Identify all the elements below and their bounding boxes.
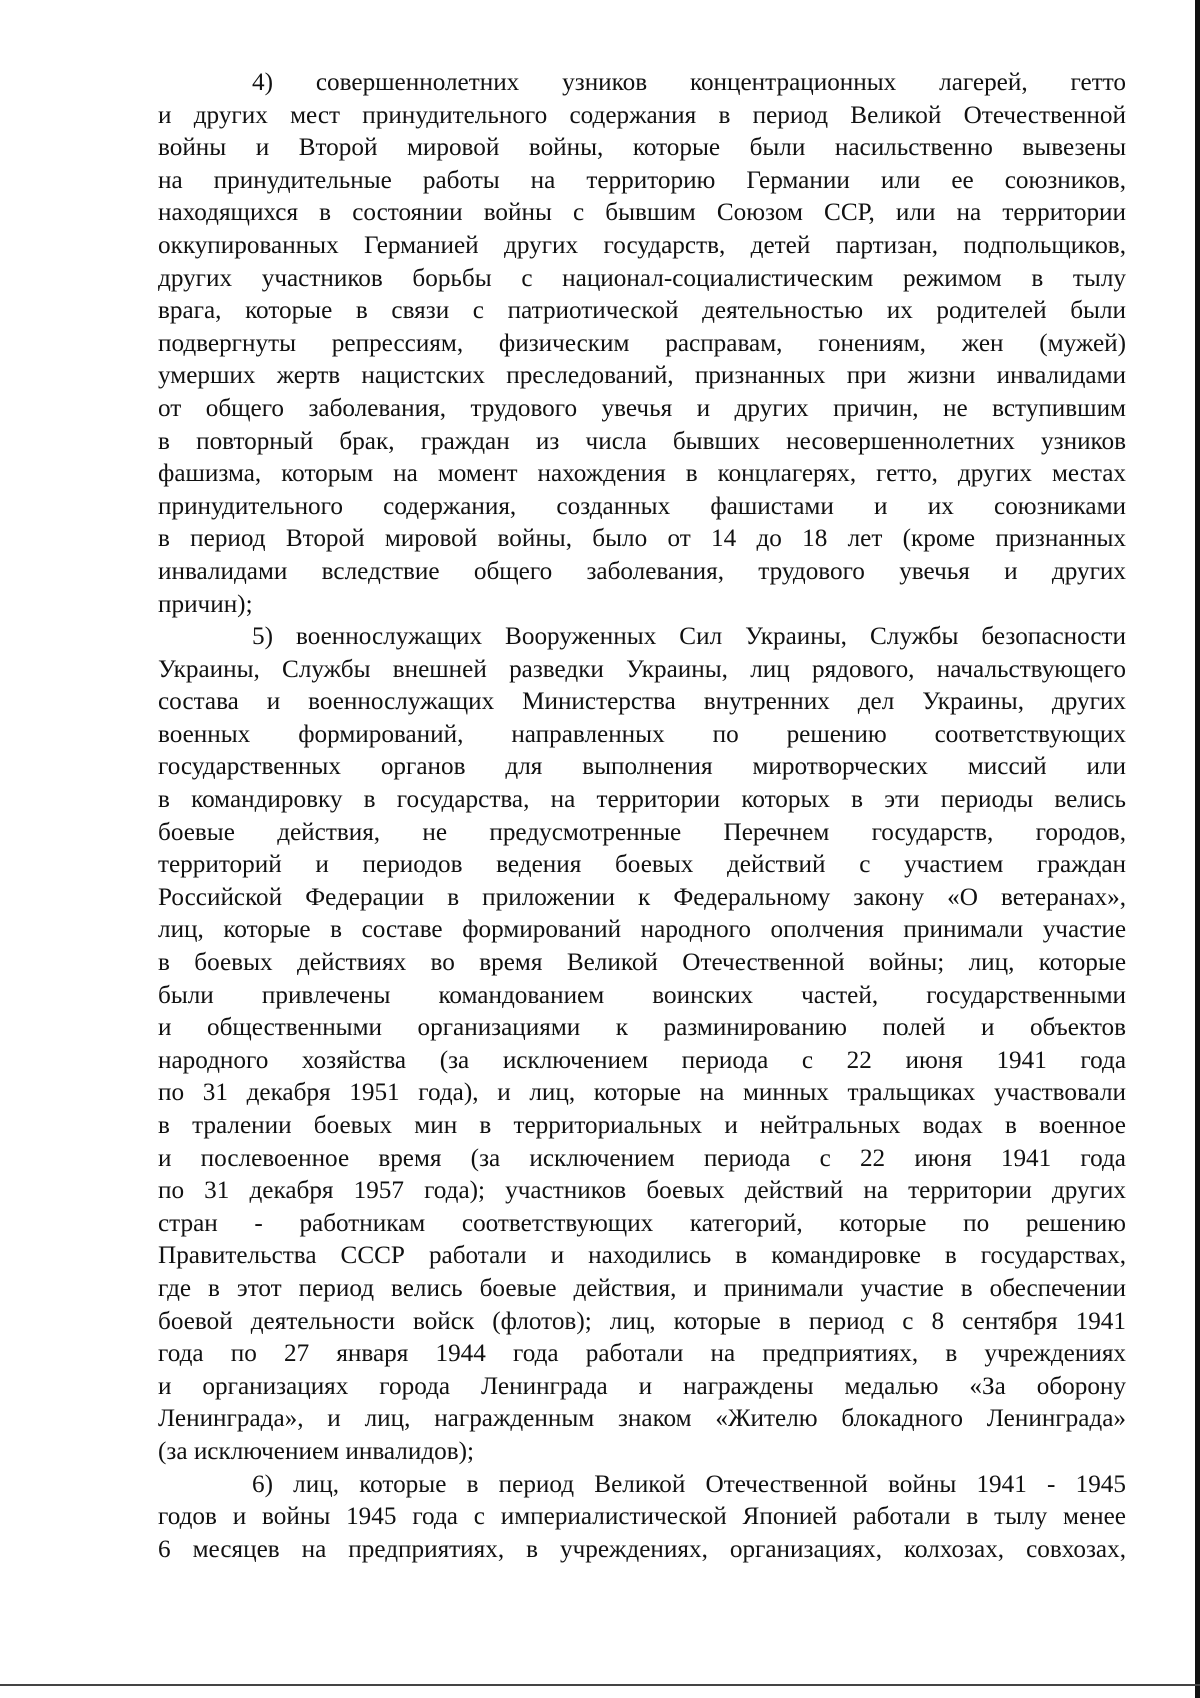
text-line: причин); — [158, 590, 253, 618]
text-line: и организациях города Ленинграда и награждены медалью «За оборону — [158, 1372, 1126, 1400]
text-line: других участников борьбы с национал-социалистическим режимом в тылу — [158, 264, 1126, 292]
text-line: стран - работникам соответствующих категорий, которые по решению — [158, 1209, 1126, 1237]
text-line: оккупированных Германией других государств, детей партизан, подпольщиков, — [158, 231, 1126, 259]
text-line: 5) военнослужащих Вооруженных Сил Украины, Службы безопасности — [252, 623, 1126, 651]
text-line: на принудительные работы на территорию Германии или ее союзников, — [158, 166, 1126, 194]
text-line: 4) совершеннолетних узников концентрационных лагерей, гетто — [252, 69, 1126, 96]
text-line: (за исключением инвалидов); — [158, 1437, 475, 1465]
text-line: Ленинграда», и лиц, награжденным знаком «Жителю блокадного Ленинграда» — [158, 1405, 1126, 1433]
text-line: Украины, Службы внешней разведки Украины, лиц рядового, начальствующего — [158, 655, 1126, 683]
text-line: 6 месяцев на предприятиях, в учреждениях, организациях, колхозах, совхозах, — [158, 1535, 1126, 1563]
text-line: лиц, которые в составе формирований народного ополчения принимали участие — [158, 916, 1126, 944]
text-line: народного хозяйства (за исключением периода с 22 июня 1941 года — [158, 1046, 1126, 1074]
text-line: военных формирований, направленных по решению соответствующих — [158, 720, 1126, 748]
text-line: были привлечены командованием воинских частей, государственными — [158, 981, 1126, 1009]
text-line: инвалидами вследствие общего заболевания, трудового увечья и других — [158, 557, 1126, 585]
scan-edge-right — [1195, 0, 1200, 1698]
text-line: умерших жертв нацистских преследований, признанных при жизни инвалидами — [158, 362, 1126, 390]
text-line: в повторный брак, граждан из числа бывших несовершеннолетних узников — [158, 427, 1126, 455]
text-line: государственных органов для выполнения миротворческих миссий или — [158, 753, 1126, 781]
text-line: Российской Федерации в приложении к Федеральному закону «О ветеранах», — [158, 883, 1126, 911]
text-line: в командировку в государства, на территории которых в эти периоды велись — [158, 786, 1126, 814]
text-line: находящихся в состоянии войны с бывшим Союзом ССР, или на территории — [158, 199, 1126, 227]
text-line: и послевоенное время (за исключением периода с 22 июня 1941 года — [158, 1144, 1126, 1172]
scan-edge-bottom — [0, 1684, 1200, 1686]
text-line: боевой деятельности войск (флотов); лиц, которые в период с 8 сентября 1941 — [158, 1307, 1126, 1335]
text-line: где в этот период велись боевые действия, и принимали участие в обеспечении — [158, 1274, 1126, 1302]
text-line: фашизма, которым на момент нахождения в концлагерях, гетто, других местах — [158, 460, 1126, 488]
text-line: и других мест принудительного содержания в период Великой Отечественной — [158, 101, 1126, 129]
text-line: от общего заболевания, трудового увечья и других причин, не вступившим — [158, 394, 1126, 422]
text-line: Правительства СССР работали и находились в командировке в государствах, — [158, 1242, 1126, 1270]
text-line: боевые действия, не предусмотренные Перечнем государств, городов, — [158, 818, 1126, 846]
text-line: и общественными организациями к разминированию полей и объектов — [158, 1014, 1126, 1042]
text-line: войны и Второй мировой войны, которые были насильственно вывезены — [158, 134, 1126, 162]
paragraph-item-6 — [158, 1469, 1126, 1567]
text-line: состава и военнослужащих Министерства внутренних дел Украины, других — [158, 688, 1126, 716]
text-line: по 31 декабря 1951 года), и лиц, которые на минных тральщиках участвовали — [158, 1079, 1126, 1107]
text-line: принудительного содержания, созданных фашистами и их союзниками — [158, 492, 1126, 520]
text-line: 6) лиц, которые в период Великой Отечественной войны 1941 - 1945 — [252, 1470, 1126, 1498]
text-line: в боевых действиях во время Великой Отечественной войны; лиц, которые — [158, 949, 1126, 977]
paragraph-item-5 — [158, 621, 1126, 1468]
text-line: территорий и периодов ведения боевых действий с участием граждан — [158, 851, 1126, 879]
text-line: подвергнуты репрессиям, физическим расправам, гонениям, жен (мужей) — [158, 329, 1126, 357]
text-line: в тралении боевых мин в территориальных и нейтральных водах в военное — [158, 1112, 1126, 1139]
paragraph-item-4 — [158, 67, 1126, 621]
text-line: годов и войны 1945 года с империалистической Японией работали в тылу менее — [158, 1503, 1126, 1531]
text-line: по 31 декабря 1957 года); участников боевых действий на территории других — [158, 1177, 1126, 1205]
text-line: в период Второй мировой войны, было от 14 до 18 лет (кроме признанных — [158, 525, 1126, 553]
text-line: врага, которые в связи с патриотической деятельностью их родителей были — [158, 297, 1126, 325]
document-body — [158, 67, 1126, 1566]
text-line: года по 27 января 1944 года работали на предприятиях, в учреждениях — [158, 1340, 1126, 1368]
